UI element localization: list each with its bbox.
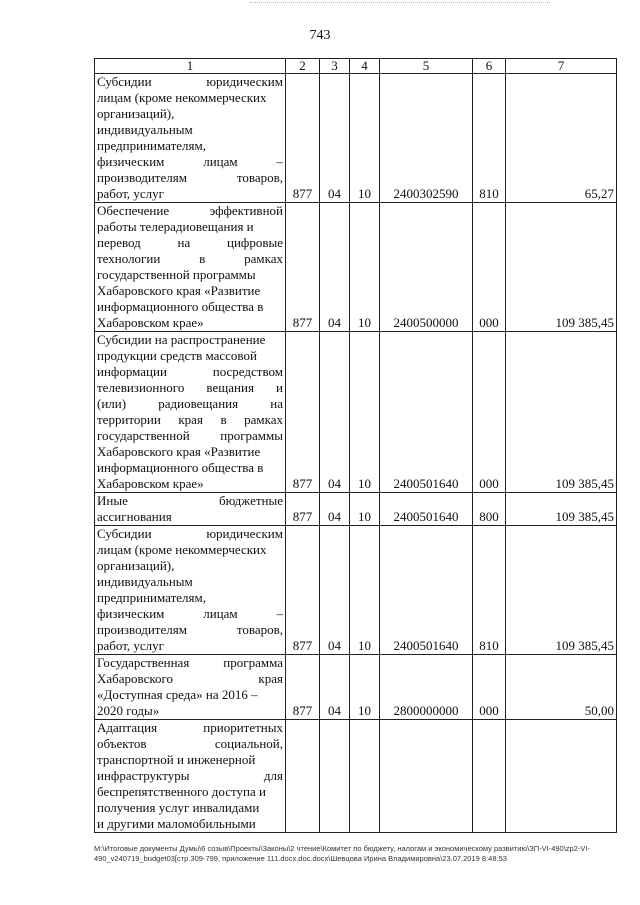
cell-rz: 04 — [320, 655, 350, 720]
description-word: края — [178, 412, 203, 427]
description-word: Субсидии на распространение — [97, 332, 266, 347]
row-description — [95, 332, 286, 493]
cell-amount: 109 385,45 — [506, 332, 617, 493]
description-word: радиовещания — [158, 396, 239, 411]
description-word: в — [220, 412, 227, 427]
cell-rz: 04 — [320, 203, 350, 332]
description-line — [97, 509, 283, 525]
description-word: 2020 годы» — [97, 703, 160, 718]
description-word: государственной — [97, 428, 190, 443]
description-word: бюджетные — [218, 493, 283, 508]
description-word: работ, услуг — [97, 186, 165, 201]
description-word: организаций), — [97, 558, 175, 573]
description-line — [97, 638, 283, 654]
description-line — [97, 122, 283, 138]
description-word: лицам — [203, 606, 238, 621]
description-line — [97, 444, 283, 460]
description-word: Субсидии — [97, 526, 152, 541]
file-path-footer: М:\Итоговые документы Думы\6 созыв\Проекты\Законы\2 чтение\Комитет по бюджету, налогам и экономическому развитию\ЗП-VI-490\zp2-VI-490_v240719_budget03[стр.309-799, приложение 111.docx.doc.docx\Шевцова Ирина Владимировна\23.07.2019 8:48:53 — [94, 844, 590, 863]
row-description — [95, 655, 286, 720]
description-line — [97, 203, 283, 219]
description-word: организаций), — [97, 106, 175, 121]
description-line — [97, 412, 283, 428]
description-word: работ, услуг — [97, 638, 165, 653]
cell-gr: 877 — [286, 655, 320, 720]
description-word: телевизионного — [97, 380, 185, 395]
description-word: Иные — [97, 493, 128, 508]
table-row — [95, 74, 617, 203]
row-description — [95, 74, 286, 203]
cell-csr: 2400501640 — [380, 493, 473, 526]
description-line — [97, 154, 283, 170]
cell-rz: 04 — [320, 74, 350, 203]
description-word: ассигнования — [97, 509, 172, 524]
cell-vr: 000 — [473, 655, 506, 720]
description-word: работы телерадиовещания и — [97, 219, 254, 234]
cell-vr: 000 — [473, 203, 506, 332]
description-line — [97, 138, 283, 154]
cell-gr — [286, 720, 320, 833]
description-line — [97, 542, 283, 558]
description-line — [97, 299, 283, 315]
description-line — [97, 74, 283, 90]
row-description — [95, 203, 286, 332]
cell-pr: 10 — [350, 493, 380, 526]
description-word: цифровые — [227, 235, 283, 250]
description-word: получения услуг инвалидами — [97, 800, 260, 815]
description-line — [97, 493, 283, 509]
table-row — [95, 720, 617, 833]
description-word: государственной программы — [97, 267, 256, 282]
description-word: Хабаровском крае» — [97, 476, 204, 491]
description-word: лицам — [203, 154, 238, 169]
cell-gr: 877 — [286, 493, 320, 526]
description-word: в — [199, 251, 206, 266]
description-line — [97, 816, 283, 832]
description-line — [97, 606, 283, 622]
description-word: края — [258, 671, 283, 686]
description-word: на — [270, 396, 283, 411]
description-word: инфраструктуры — [97, 768, 190, 783]
description-word: – — [276, 606, 283, 621]
description-word: Хабаровского — [97, 671, 174, 686]
cell-pr — [350, 720, 380, 833]
description-word: перевод — [97, 235, 141, 250]
description-word: юридическим — [206, 74, 283, 89]
header-cell-3: 3 — [320, 59, 350, 74]
description-line — [97, 590, 283, 606]
table-row — [95, 526, 617, 655]
description-word: для — [263, 768, 283, 783]
description-word: приоритетных — [203, 720, 283, 735]
header-cell-4: 4 — [350, 59, 380, 74]
cell-vr: 000 — [473, 332, 506, 493]
description-line — [97, 186, 283, 202]
description-word: беспрепятственного доступа и — [97, 784, 266, 799]
cell-csr: 2400501640 — [380, 332, 473, 493]
description-line — [97, 476, 283, 492]
description-word: (или) — [97, 396, 127, 411]
row-description — [95, 493, 286, 526]
description-line — [97, 267, 283, 283]
description-line — [97, 736, 283, 752]
description-word: предпринимателям, — [97, 590, 206, 605]
description-word: рамках — [244, 412, 283, 427]
table-row — [95, 655, 617, 720]
table-row — [95, 332, 617, 493]
description-line — [97, 720, 283, 736]
description-line — [97, 332, 283, 348]
description-word: юридическим — [206, 526, 283, 541]
description-line — [97, 380, 283, 396]
budget-table — [94, 58, 617, 833]
description-word: физическим — [97, 154, 165, 169]
cell-amount: 65,27 — [506, 74, 617, 203]
row-description — [95, 526, 286, 655]
cell-amount: 50,00 — [506, 655, 617, 720]
description-line — [97, 671, 283, 687]
description-word: эффективной — [209, 203, 283, 218]
cell-pr: 10 — [350, 203, 380, 332]
cell-csr: 2800000000 — [380, 655, 473, 720]
description-word: Хабаровского края «Развитие — [97, 283, 261, 298]
description-line — [97, 348, 283, 364]
header-cell-7: 7 — [506, 59, 617, 74]
description-line — [97, 364, 283, 380]
description-line — [97, 784, 283, 800]
description-word: – — [276, 154, 283, 169]
description-word: Обеспечение — [97, 203, 170, 218]
cell-pr: 10 — [350, 74, 380, 203]
cell-pr: 10 — [350, 655, 380, 720]
row-description — [95, 720, 286, 833]
description-word: транспортной и инженерной — [97, 752, 256, 767]
cell-gr: 877 — [286, 74, 320, 203]
description-word: программа — [223, 655, 283, 670]
header-cell-5: 5 — [380, 59, 473, 74]
description-word: вещания — [206, 380, 254, 395]
description-line — [97, 460, 283, 476]
cell-vr — [473, 720, 506, 833]
description-line — [97, 622, 283, 638]
cell-gr: 877 — [286, 526, 320, 655]
description-word: индивидуальным — [97, 574, 193, 589]
cell-csr: 2400501640 — [380, 526, 473, 655]
cell-csr: 2400302590 — [380, 74, 473, 203]
description-line — [97, 170, 283, 186]
cell-vr: 810 — [473, 74, 506, 203]
cell-rz: 04 — [320, 526, 350, 655]
header-row — [95, 59, 617, 74]
description-word: товаров, — [236, 622, 283, 637]
description-line — [97, 655, 283, 671]
description-line — [97, 800, 283, 816]
cell-csr: 2400500000 — [380, 203, 473, 332]
description-word: Адаптация — [97, 720, 158, 735]
description-word: производителям — [97, 622, 187, 637]
cell-gr: 877 — [286, 203, 320, 332]
description-line — [97, 251, 283, 267]
cell-rz: 04 — [320, 332, 350, 493]
scan-top-mark — [250, 2, 550, 6]
description-word: «Доступная среда» на 2016 – — [97, 687, 258, 702]
description-word: на — [177, 235, 191, 250]
cell-gr: 877 — [286, 332, 320, 493]
description-word: Хабаровском крае» — [97, 315, 204, 330]
description-line — [97, 703, 283, 719]
cell-csr — [380, 720, 473, 833]
description-line — [97, 106, 283, 122]
cell-pr: 10 — [350, 526, 380, 655]
description-word: программы — [220, 428, 283, 443]
cell-amount: 109 385,45 — [506, 526, 617, 655]
cell-rz: 04 — [320, 493, 350, 526]
description-word: посредством — [212, 364, 283, 379]
page-number: 743 — [309, 28, 331, 43]
description-line — [97, 90, 283, 106]
description-word: территории — [97, 412, 161, 427]
cell-pr: 10 — [350, 332, 380, 493]
description-word: и — [276, 380, 283, 395]
description-line — [97, 574, 283, 590]
description-line — [97, 283, 283, 299]
description-word: социальной, — [214, 736, 283, 751]
header-cell-6: 6 — [473, 59, 506, 74]
cell-amount — [506, 720, 617, 833]
header-cell-1: 1 — [95, 59, 286, 74]
description-word: информационного общества в — [97, 460, 264, 475]
description-word: объектов — [97, 736, 147, 751]
description-word: товаров, — [236, 170, 283, 185]
description-line — [97, 396, 283, 412]
description-word: физическим — [97, 606, 165, 621]
description-word: и другими маломобильными — [97, 816, 256, 831]
description-word: производителям — [97, 170, 187, 185]
description-word: информационного общества в — [97, 299, 264, 314]
description-line — [97, 687, 283, 703]
table-row — [95, 203, 617, 332]
description-word: лицам (кроме некоммерческих — [97, 90, 267, 105]
description-word: предпринимателям, — [97, 138, 206, 153]
cell-vr: 810 — [473, 526, 506, 655]
description-word: информации — [97, 364, 167, 379]
description-word: индивидуальным — [97, 122, 193, 137]
description-word: Хабаровского края «Развитие — [97, 444, 261, 459]
description-word: лицам (кроме некоммерческих — [97, 542, 267, 557]
cell-amount: 109 385,45 — [506, 493, 617, 526]
description-word: продукции средств массовой — [97, 348, 257, 363]
cell-amount: 109 385,45 — [506, 203, 617, 332]
description-line — [97, 428, 283, 444]
header-cell-2: 2 — [286, 59, 320, 74]
description-line — [97, 752, 283, 768]
description-word: Субсидии — [97, 74, 152, 89]
description-line — [97, 558, 283, 574]
description-line — [97, 219, 283, 235]
description-line — [97, 315, 283, 331]
description-line — [97, 235, 283, 251]
cell-rz — [320, 720, 350, 833]
description-line — [97, 526, 283, 542]
description-word: рамках — [244, 251, 283, 266]
cell-vr: 800 — [473, 493, 506, 526]
table-row — [95, 493, 617, 526]
description-line — [97, 768, 283, 784]
description-word: Государственная — [97, 655, 190, 670]
description-word: технологии — [97, 251, 161, 266]
